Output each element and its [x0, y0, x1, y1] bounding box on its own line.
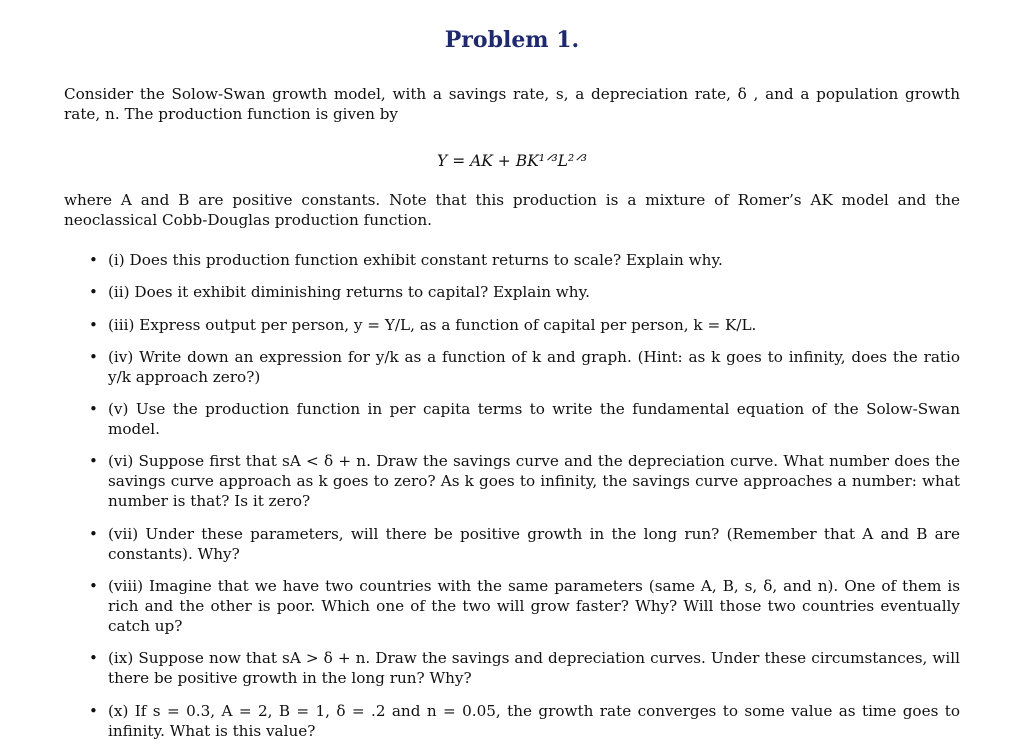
- question-text: (viii) Imagine that we have two countries with the same parameters (same A, B, s, δ, and n). One of them is rich and the other is poor. Which one of the two will grow faster? Why? Will those two countries eventually catch up?: [108, 577, 960, 636]
- question-text: (x) If s = 0.3, A = 2, B = 1, δ = .2 and n = 0.05, the growth rate converges to some value as time goes to infinity. What is this value?: [108, 701, 960, 740]
- description-paragraph: where A and B are positive constants. Note that this production is a mixture of Romer’s AK model and the neoclassical Cobb-Douglas production function.: [64, 191, 960, 229]
- question-item: [86, 347, 960, 387]
- question-item: [86, 250, 960, 270]
- question-item: [86, 524, 960, 564]
- question-item: [86, 451, 960, 511]
- question-item: [86, 576, 960, 636]
- bullet-icon: •: [89, 524, 98, 543]
- question-text: (i) Does this production function exhibit constant returns to scale? Explain why.: [108, 251, 723, 269]
- bullet-icon: •: [89, 577, 98, 596]
- question-text: (vii) Under these parameters, will there be positive growth in the long run? (Remember that A and B are constants). Why?: [108, 524, 960, 563]
- question-text: (ii) Does it exhibit diminishing returns to capital? Explain why.: [108, 283, 590, 302]
- question-text: (v) Use the production function in per capita terms to write the fundamental equation of the Solow-Swan model.: [108, 400, 960, 439]
- bullet-icon: •: [89, 452, 98, 471]
- problem-title: Problem 1.: [444, 27, 580, 53]
- question-text: (ix) Suppose now that sA > δ + n. Draw the savings and depreciation curves. Under these circumstances, will there be positive growth in the long run? Why?: [108, 649, 960, 688]
- bullet-icon: •: [89, 315, 98, 334]
- question-text: (iii) Express output per person, y = Y/L, as a function of capital per person, k = K/L.: [108, 315, 757, 334]
- question-text: (iv) Write down an expression for y/k as a function of k and graph. (Hint: as k goes to infinity, does the ratio y/k approach zero?): [108, 347, 960, 386]
- bullet-icon: •: [89, 251, 98, 269]
- production-function-formula: Y = AK + BK¹ᐟ³L²ᐟ³: [437, 152, 587, 170]
- question-item: [86, 648, 960, 688]
- question-list: [86, 250, 960, 753]
- question-item: [86, 315, 960, 335]
- question-item: [86, 701, 960, 741]
- bullet-icon: •: [89, 649, 98, 668]
- question-item: [86, 399, 960, 439]
- bullet-icon: •: [89, 701, 98, 720]
- question-item: [86, 282, 960, 302]
- intro-paragraph: Consider the Solow-Swan growth model, with a savings rate, s, a depreciation rate, δ , and a population growth rate, n. The production function is given by: [64, 85, 960, 123]
- bullet-icon: •: [89, 347, 98, 366]
- bullet-icon: •: [89, 400, 98, 419]
- bullet-icon: •: [89, 283, 98, 302]
- question-text: (vi) Suppose first that sA < δ + n. Draw the savings curve and the depreciation curve. What number does the savings curve approach as k goes to zero? As k goes to infinity, the savings curve approaches a number: what number is that? Is it zero?: [108, 452, 960, 511]
